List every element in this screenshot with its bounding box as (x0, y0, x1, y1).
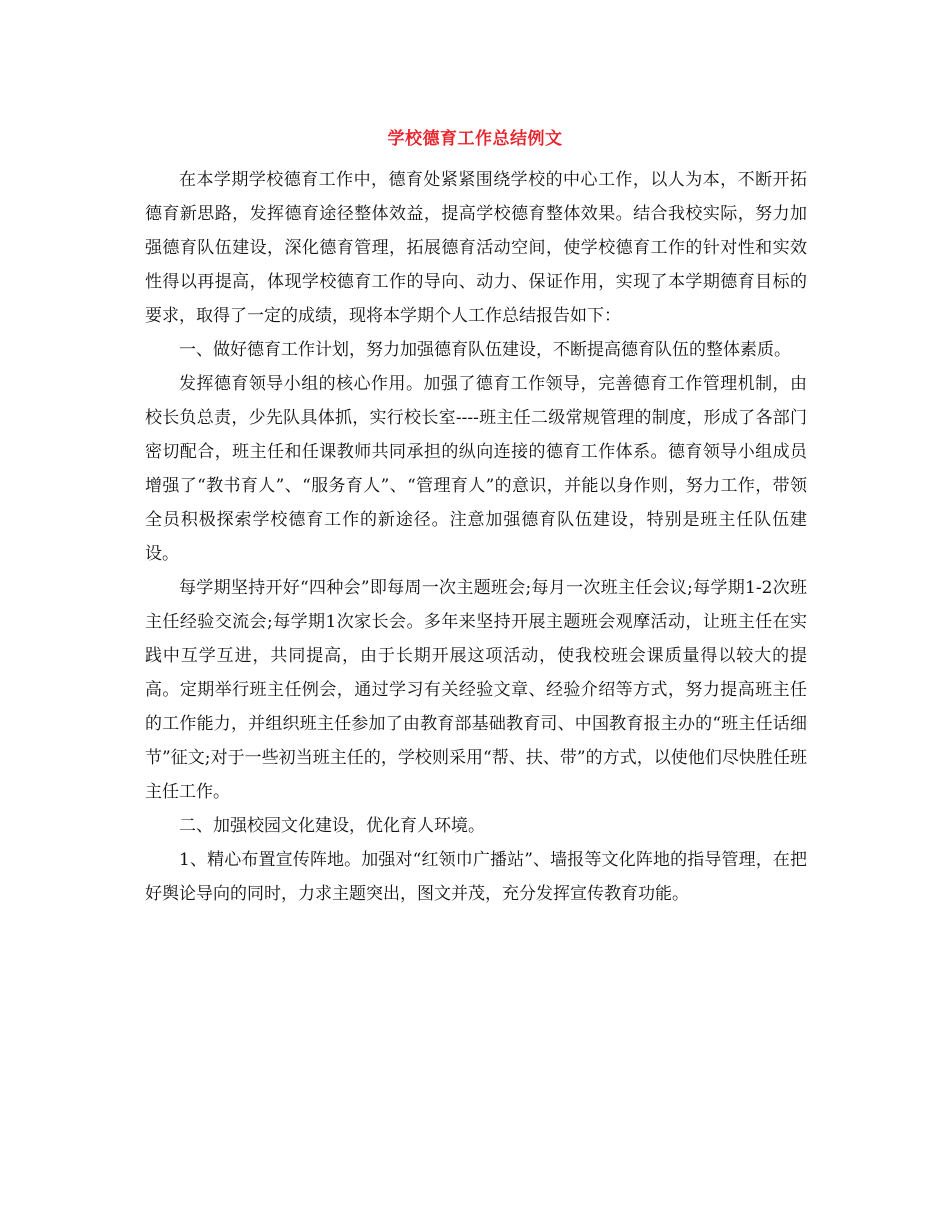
document-title: 学校德育工作总结例文 (387, 129, 563, 149)
document-body (145, 163, 807, 911)
paragraph-section-2-heading: 二、加强校园文化建设，优化育人环境。 (179, 816, 485, 836)
paragraph-publicity: 1、精心布置宣传阵地。加强对“红领巾广播站”、墙报等文化阵地的指导管理，在把好舆论导向的同时，力求主题突出，图文并茂，充分发挥宣传教育功能。 (145, 850, 807, 904)
paragraph-leadership-group: 发挥德育领导小组的核心作用。加强了德育工作领导，完善德育工作管理机制，由校长负总责，少先队具体抓，实行校长室----班主任二级常规管理的制度，形成了各部门密切配合，班主任和任课教师共同承担的纵向连接的德育工作体系。德育领导小组成员增强了“教书育人”、“服务育人”、“管理育人”的意识，并能以身作则，努力工作，带领全员积极探索学校德育工作的新途径。注意加强德育队伍建设，特别是班主任队伍建设。 (145, 374, 807, 564)
paragraph-four-meetings: 每学期坚持开好“四种会”即每周一次主题班会;每月一次班主任会议;每学期1-2次班主任经验交流会;每学期1次家长会。多年来坚持开展主题班会观摩活动，让班主任在实践中互学互进，共同提高，由于长期开展这项活动，使我校班会课质量得以较大的提高。定期举行班主任例会，通过学习有关经验文章、经验介绍等方式，努力提高班主任的工作能力，并组织班主任参加了由教育部基础教育司、中国教育报主办的“班主任话细节”征文;对于一些初当班主任的，学校则采用“帮、扶、带”的方式，以使他们尽快胜任班主任工作。 (145, 578, 807, 802)
paragraph-intro: 在本学期学校德育工作中，德育处紧紧围绕学校的中心工作，以人为本，不断开拓德育新思路，发挥德育途径整体效益，提高学校德育整体效果。结合我校实际，努力加强德育队伍建设，深化德育管理，拓展德育活动空间，使学校德育工作的针对性和实效性得以再提高，体现学校德育工作的导向、动力、保证作用，实现了本学期德育目标的要求，取得了一定的成绩，现将本学期个人工作总结报告如下： (145, 170, 807, 326)
paragraph-section-1-heading: 一、做好德育工作计划，努力加强德育队伍建设，不断提高德育队伍的整体素质。 (179, 340, 791, 360)
